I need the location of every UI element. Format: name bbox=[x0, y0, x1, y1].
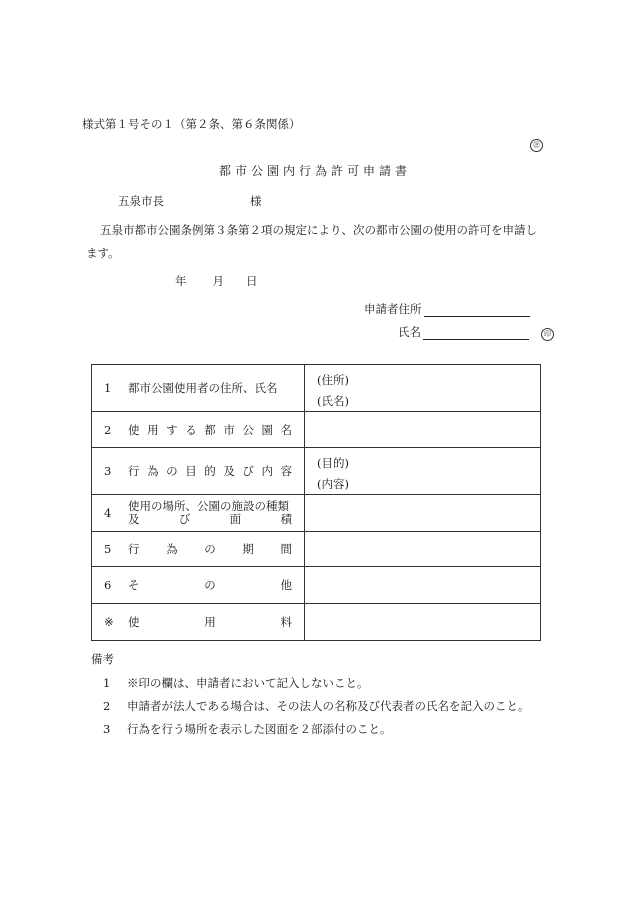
value-sublabel: (住所) bbox=[317, 373, 350, 387]
row-value[interactable] bbox=[305, 604, 541, 641]
table-row bbox=[92, 495, 541, 532]
row-number: 2 bbox=[104, 422, 112, 437]
notes-title: 備考 bbox=[91, 652, 114, 666]
application-table bbox=[91, 364, 541, 641]
row-label bbox=[92, 604, 305, 641]
applicant-address-field[interactable] bbox=[424, 304, 530, 317]
row-label-text: 行 為 の 期 間 bbox=[128, 542, 292, 556]
row-value[interactable] bbox=[305, 412, 541, 448]
date-line bbox=[175, 273, 258, 289]
row-number: ※ bbox=[104, 615, 114, 629]
applicant-name bbox=[398, 324, 551, 340]
row-value[interactable] bbox=[305, 532, 541, 567]
row-value[interactable] bbox=[305, 365, 541, 412]
body-text-line2: ます。 bbox=[86, 246, 120, 260]
circled-ref-icon: ㊟ bbox=[530, 139, 543, 152]
row-label bbox=[92, 365, 305, 412]
addressee bbox=[118, 193, 262, 209]
document-title: 都市公園内行為許可申請書 bbox=[218, 164, 411, 178]
date-month: 月 bbox=[212, 274, 224, 288]
form-label: 様式第１号その１（第２条、第６条関係） bbox=[82, 117, 301, 131]
row-label-text: 行 為 の 目 的 及 び 内 容 bbox=[128, 464, 292, 478]
note-item: 3 行為を行う場所を表示した図面を２部添付のこと。 bbox=[103, 722, 392, 736]
row-number: 4 bbox=[104, 506, 112, 520]
value-sublabel: (氏名) bbox=[317, 394, 350, 408]
row-label bbox=[92, 495, 305, 532]
date-day: 日 bbox=[246, 274, 258, 288]
row-number: 3 bbox=[104, 464, 112, 478]
row-label bbox=[92, 532, 305, 567]
row-number: 6 bbox=[104, 578, 112, 592]
addressee-honorific: 様 bbox=[250, 194, 262, 208]
row-label-text: 使用の場所、公園の施設の種類 及 び 面 積 bbox=[128, 499, 292, 526]
applicant-address bbox=[364, 301, 530, 317]
applicant-address-label: 申請者住所 bbox=[364, 302, 422, 316]
row-label-text: 使 用 料 bbox=[128, 615, 293, 629]
table-row bbox=[92, 365, 541, 412]
table-row bbox=[92, 604, 541, 641]
note-item: 2 申請者が法人である場合は、その法人の名称及び代表者の氏名を記入のこと。 bbox=[103, 699, 530, 713]
table-row bbox=[92, 448, 541, 495]
row-value[interactable] bbox=[305, 495, 541, 532]
note-item: 1 ※印の欄は、申請者において記入しないこと。 bbox=[103, 676, 369, 690]
value-sublabel: (目的) bbox=[317, 456, 350, 470]
row-label-text: 使 用 す る 都 市 公 園 名 bbox=[128, 422, 292, 437]
row-number: 1 bbox=[104, 381, 112, 395]
row-label-text: 都市公園使用者の住所、氏名 bbox=[128, 381, 278, 395]
body-text-line1: 五泉市都市公園条例第３条第２項の規定により、次の都市公園の使用の許可を申請し bbox=[100, 223, 537, 237]
row-value[interactable] bbox=[305, 448, 541, 495]
row-value[interactable] bbox=[305, 567, 541, 604]
table-row bbox=[92, 412, 541, 448]
row-label bbox=[92, 567, 305, 604]
seal-icon: 印 bbox=[541, 328, 554, 341]
row-label bbox=[92, 448, 305, 495]
applicant-name-field[interactable] bbox=[423, 327, 551, 340]
value-sublabel: (内容) bbox=[317, 477, 350, 491]
row-label-text: そ の 他 bbox=[128, 578, 293, 592]
addressee-name: 五泉市長 bbox=[118, 194, 164, 208]
applicant-name-label: 氏名 bbox=[398, 325, 421, 339]
row-number: 5 bbox=[104, 542, 112, 556]
row-label bbox=[92, 412, 305, 448]
date-year: 年 bbox=[175, 274, 187, 288]
table-row bbox=[92, 532, 541, 567]
table-row bbox=[92, 567, 541, 604]
